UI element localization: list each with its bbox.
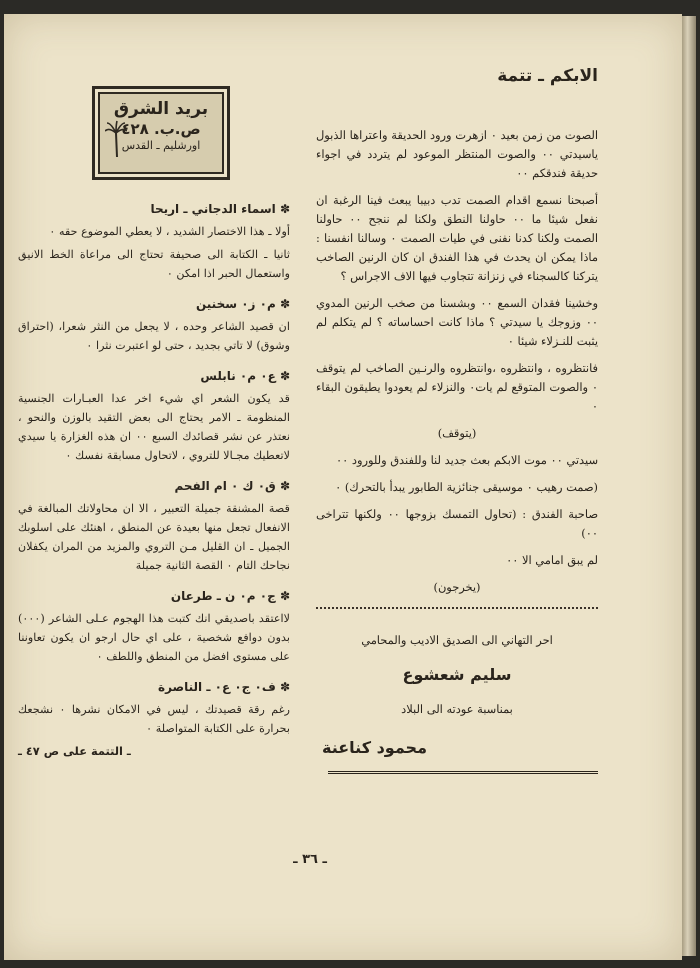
article-paragraph: الصوت من زمن بعيد ٠ ازهرت ورود الحديقة واعتراها الذبول ياسيدتي ٠٠ والصوت المنتظر الموعود لم يتردد في اجواء حديقة فندقكم ٠٠ <box>316 128 599 180</box>
article-paragraph: لم يبق امامي الا ٠٠ <box>506 553 598 567</box>
reply-text: قد يكون الشعر اي شيء اخر عدا العبـارات الجنسية المنظومة ـ الامر يحتاج الى بعض التقيد بالوزن والنحو ، نعتذر عن نشر قصائدك السبع ٠٠ ان هذه الغزارة يا سيدي لاتعطيك مجـالا للتروي ، لاتحاول مسابقة نفسك ٠ <box>18 392 290 462</box>
article-paragraph: وخشينا فقدان السمع ٠٠ وبشسنا من صخب الرنين المدوي ٠٠ وزوجك يا سيدتي ؟ ماذا كانت احساساته ؟ لم يتكلم لم يثبت للنـزلاء شيئا ٠ <box>316 296 598 348</box>
article-column <box>316 66 598 774</box>
stamp-title: بريد الشرق <box>113 99 209 119</box>
reply-text: ثانيا ـ الكتابة الى صحيفة تحتاج الى مراعاة الخط الانيق واستعمال الحبر اذا امكن ٠ <box>18 248 290 280</box>
continuation-note: ـ التتمة على ص ٤٧ ـ <box>18 744 131 758</box>
correspondent-name: ✽ ع٠ م٠ نابلس <box>200 369 290 383</box>
dedication-name: سليم شعشوع <box>402 665 512 684</box>
dedication-occasion: بمناسبة عودته الى البلاد <box>401 702 513 716</box>
double-divider <box>328 771 598 774</box>
article-paragraph: صاحبة الفندق : (تحاول التمسك بزوجها ٠٠ ولكنها تتراخى ٠٠) <box>316 507 598 540</box>
article-paragraph: سيدتي ٠٠ موت الابكم بعث جديد لنا وللفندق وللورود ٠٠ <box>336 453 598 467</box>
reply-text: ان قصيد الشاعر وحده ، لا يجعل من النثر شعرا، (احتراق وشوق) لا تاتي بجديد ، حتى لو اعتبرت نثرا ٠ <box>18 320 290 352</box>
reply-text: رغم رقة قصيدتك ، ليس في الامكان نشرها ٠ نشجعك بحرارة على الكتابة المتواصلة ٠ <box>18 703 290 735</box>
correspondent-name: ✽ م٠ ز٠ سخنين <box>195 297 290 311</box>
reply-text: لااعتقد باصديقي انك كتبت هذا الهجوم عـلى الشاعر (٠٠٠) بدون دوافع شخصية ، على اي حال ارجو ان يكون تعاوننا على مستوى افضل من المنطق واللطف ٠ <box>18 612 290 663</box>
correspondent-name: ✽ ف٠ ج٠ ع٠ ـ الناصرة <box>158 680 290 694</box>
correspondent-name: ✽ ج٠ م٠ ن ـ طرعان <box>170 589 290 603</box>
dedication-text: احر التهاني الى الصديق الاديب والمحامي <box>361 633 553 647</box>
dotted-divider <box>316 607 598 609</box>
article-paragraph: أصبحنا نسمع اقدام الصمت تدب دبيبا يبعث فينا الرغبة ان نفعل شيئا ما ٠٠ حاولنا النطق ولكنا لم ننجح ٠٠ حاولنا الصمت ولكنا كدنا نفنى في طيات الصمت ٠ وسالنا انفسنا : ماذا يمكن ان يحدث في هذا الفندق ان كان الرنين الصاخب يتركنا كالسجناء في زنزانة تتجاوب فيها الاف الاجراس ؟ <box>316 193 598 283</box>
article-paragraph: فانتظروه ، وانتظروه ،وانتظروه والرنـين الصاخب لم يتوقف ٠ والصوت المتوقع لم يات٠ والنزلاء لم يعودوا يطيقون البقاء ٠ <box>316 361 598 413</box>
reply-text: أولا ـ هذا الاختصار الشديد ، لا يعطي الموضوع حقه ٠ <box>49 225 290 238</box>
page-edge <box>682 16 696 956</box>
correspondent-name: ✽ اسماء الدجاني ـ اريحا <box>150 202 290 216</box>
article-title: الابكم ـ تتمة <box>497 66 598 86</box>
page-number: ـ ٣٦ ـ <box>293 852 327 867</box>
correspondent-name: ✽ ق٠ ك ٠ ام الفحم <box>174 479 290 493</box>
stage-direction: (يخرجون) <box>433 580 481 594</box>
stamp-city: اورشليم ـ القدس <box>121 139 201 152</box>
mailbag-column <box>18 84 290 758</box>
stage-direction: (صمت رهيب ٠ موسيقى جنائزية الطابور يبدأ بالتحرك) ٠ <box>335 480 598 494</box>
dedication-from: محمود كناعنة <box>322 738 427 757</box>
reply-text: قصة المشنقة جميلة التعبير ، الا ان محاولاتك المبالغة في الانفعال تجعل منها بعيدة عن المنطق ، اهنئك على اسلوبك الجميل ـ ان القليل مـن التروي والمزيد من المران يكفلان نجاحك التام ٠ القصة الثانية جميلة <box>18 502 290 572</box>
stage-direction: (يتوقف) <box>437 426 477 440</box>
stamp-pobox: ص.ب. ٤٢٨ <box>121 120 201 138</box>
